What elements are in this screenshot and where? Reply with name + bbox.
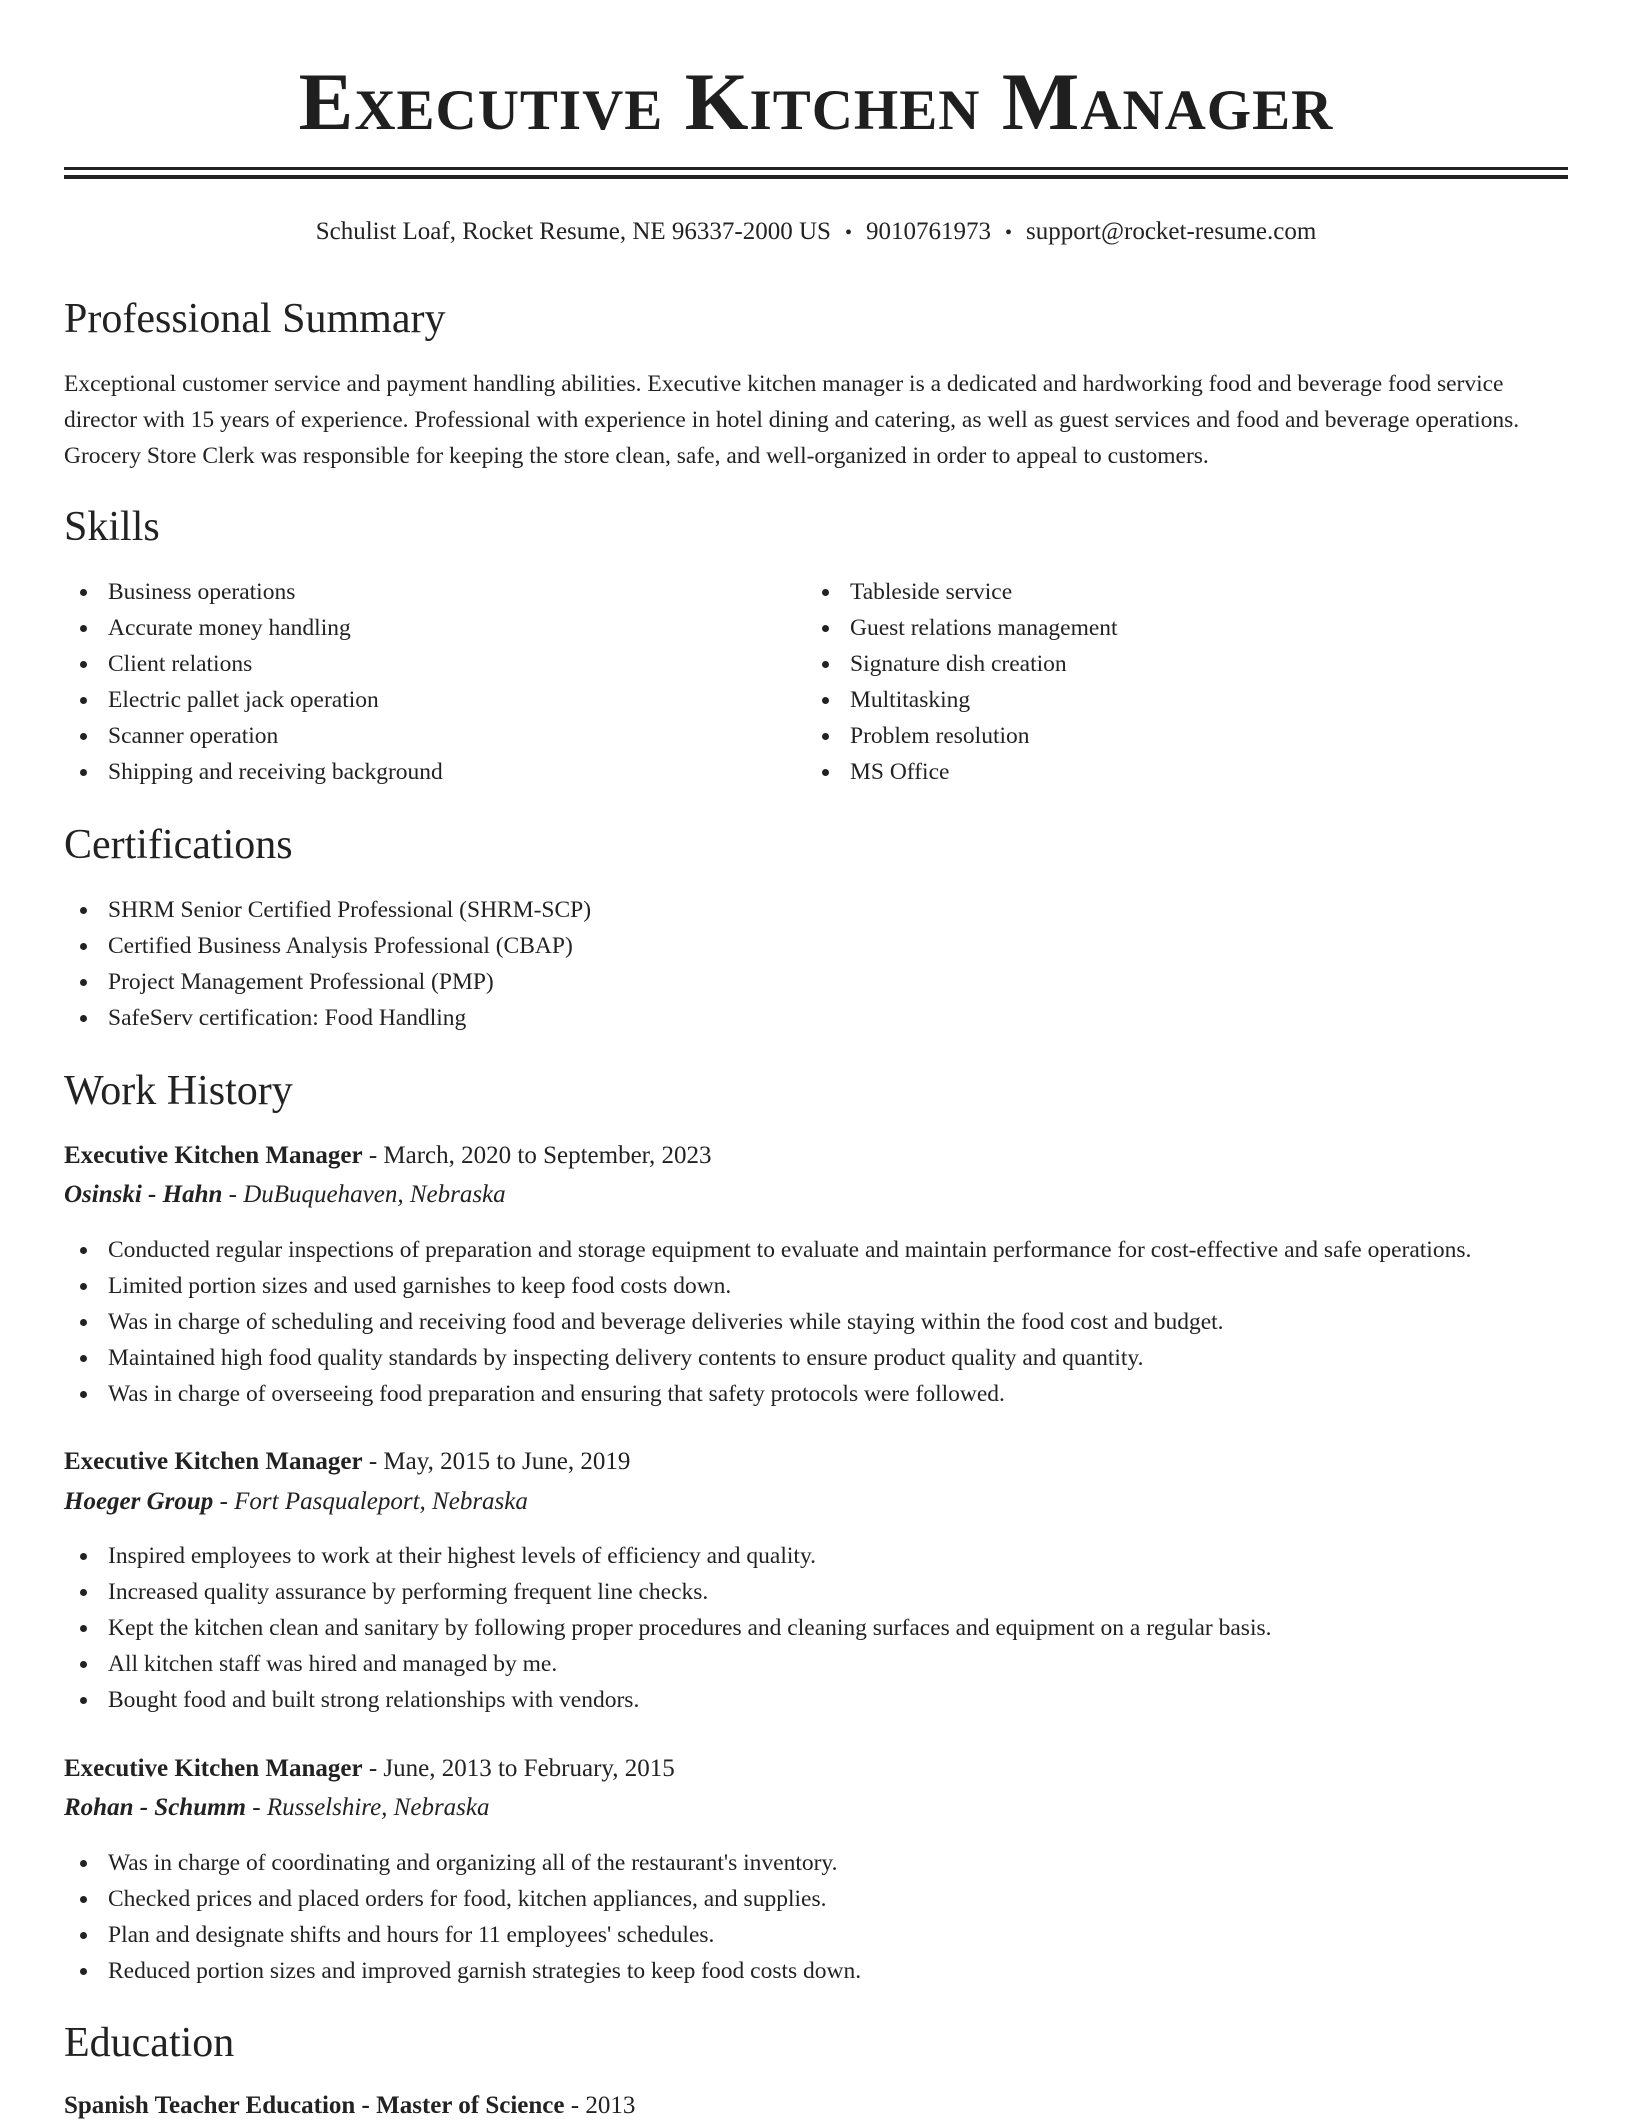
job-dates: - June, 2013 to February, 2015	[362, 1755, 675, 1782]
job-bullet: All kitchen staff was hired and managed by me.	[64, 1646, 1272, 1682]
skill-item: Multitasking	[806, 682, 1118, 718]
job-bullets	[64, 1538, 1272, 1718]
education-entry	[64, 2088, 635, 2124]
job-bullet: Bought food and built strong relationships with vendors.	[64, 1682, 1272, 1718]
skill-item: Guest relations management	[806, 610, 1118, 646]
job-bullets	[64, 1845, 861, 1989]
certification-item: Project Management Professional (PMP)	[64, 964, 591, 1000]
summary-text: Exceptional customer service and payment handling abilities. Executive kitchen manager is a dedicated and hardworking food and beverage food service director with 15 years of experience. Professional with experience in hotel dining and catering, as well as guest services and food and beverage operations. Grocery Store Clerk was responsible for keeping the store clean, safe, and well-organized in order to appeal to customers.	[64, 371, 1520, 469]
job-bullet: Kept the kitchen clean and sanitary by following proper procedures and cleaning surfaces and equipment on a regular basis.	[64, 1610, 1272, 1646]
certification-item: SafeServ certification: Food Handling	[64, 1000, 591, 1036]
job-title: Executive Kitchen Manager	[64, 1448, 363, 1475]
skill-item: Client relations	[64, 646, 443, 682]
skill-item: Tableside service	[806, 574, 1118, 610]
skill-item: Signature dish creation	[806, 646, 1118, 682]
certifications-list	[64, 892, 591, 1036]
job-bullet: Limited portion sizes and used garnishes to keep food costs down.	[64, 1268, 1471, 1304]
title-divider-top	[64, 167, 1568, 170]
contact-separator: •	[844, 222, 852, 244]
job-bullet: Was in charge of scheduling and receiving food and beverage deliveries while staying within the food cost and budget.	[64, 1304, 1471, 1340]
job-bullet: Was in charge of overseeing food preparation and ensuring that safety protocols were followed.	[64, 1376, 1471, 1412]
job-company: Rohan - Schumm	[64, 1794, 247, 1821]
job-title-line	[64, 1751, 675, 1787]
job-bullet: Maintained high food quality standards by inspecting delivery contents to ensure product quality and quantity.	[64, 1340, 1471, 1376]
job-bullet: Checked prices and placed orders for food, kitchen appliances, and supplies.	[64, 1881, 861, 1917]
job-company-line	[64, 1790, 490, 1826]
job-bullet: Was in charge of coordinating and organizing all of the restaurant's inventory.	[64, 1845, 861, 1881]
resume-title: Executive Kitchen Manager	[298, 56, 1334, 147]
job-title-line	[64, 1444, 630, 1480]
summary-heading: Professional Summary	[64, 296, 446, 342]
job-company: Hoeger Group	[64, 1488, 214, 1515]
job-title: Executive Kitchen Manager	[64, 1142, 363, 1169]
job-company-line	[64, 1177, 506, 1213]
job-dates: - May, 2015 to June, 2019	[362, 1448, 631, 1475]
certification-item: Certified Business Analysis Professional (CBAP)	[64, 928, 591, 964]
title-divider-bottom	[64, 175, 1568, 179]
job-location: - Russelshire, Nebraska	[246, 1794, 490, 1821]
job-title: Executive Kitchen Manager	[64, 1755, 363, 1782]
skill-item: Scanner operation	[64, 718, 443, 754]
education-heading: Education	[64, 2020, 235, 2066]
certification-item: SHRM Senior Certified Professional (SHRM-SCP)	[64, 892, 591, 928]
job-company-line	[64, 1484, 528, 1520]
job-title-line	[64, 1138, 712, 1174]
skill-item: Accurate money handling	[64, 610, 443, 646]
skills-list-right	[806, 574, 1118, 790]
contact-email: support@rocket-resume.com	[1025, 218, 1317, 245]
job-bullet: Conducted regular inspections of preparation and storage equipment to evaluate and maintain performance for cost-effective and safe operations.	[64, 1232, 1471, 1268]
skill-item: MS Office	[806, 754, 1118, 790]
job-bullets	[64, 1232, 1471, 1412]
contact-separator: •	[1004, 222, 1012, 244]
job-company: Osinski - Hahn	[64, 1181, 223, 1208]
work-history-heading: Work History	[64, 1068, 293, 1114]
job-bullet: Reduced portion sizes and improved garnish strategies to keep food costs down.	[64, 1953, 861, 1989]
job-bullet: Plan and designate shifts and hours for 11 employees' schedules.	[64, 1917, 861, 1953]
education-year: - 2013	[564, 2092, 636, 2119]
skill-item: Electric pallet jack operation	[64, 682, 443, 718]
skill-item: Shipping and receiving background	[64, 754, 443, 790]
contact-line	[0, 214, 1632, 251]
skill-item: Business operations	[64, 574, 443, 610]
job-bullet: Inspired employees to work at their highest levels of efficiency and quality.	[64, 1538, 1272, 1574]
certifications-heading: Certifications	[64, 822, 293, 868]
skills-list-left	[64, 574, 443, 790]
skills-heading: Skills	[64, 504, 160, 550]
contact-address: Schulist Loaf, Rocket Resume, NE 96337-2000 US	[315, 218, 831, 245]
job-bullet: Increased quality assurance by performing frequent line checks.	[64, 1574, 1272, 1610]
job-location: - Fort Pasqualeport, Nebraska	[213, 1488, 528, 1515]
education-degree: Spanish Teacher Education - Master of Science	[64, 2092, 565, 2119]
job-location: - DuBuquehaven, Nebraska	[222, 1181, 506, 1208]
contact-phone: 9010761973	[865, 218, 991, 245]
skill-item: Problem resolution	[806, 718, 1118, 754]
job-dates: - March, 2020 to September, 2023	[362, 1142, 712, 1169]
